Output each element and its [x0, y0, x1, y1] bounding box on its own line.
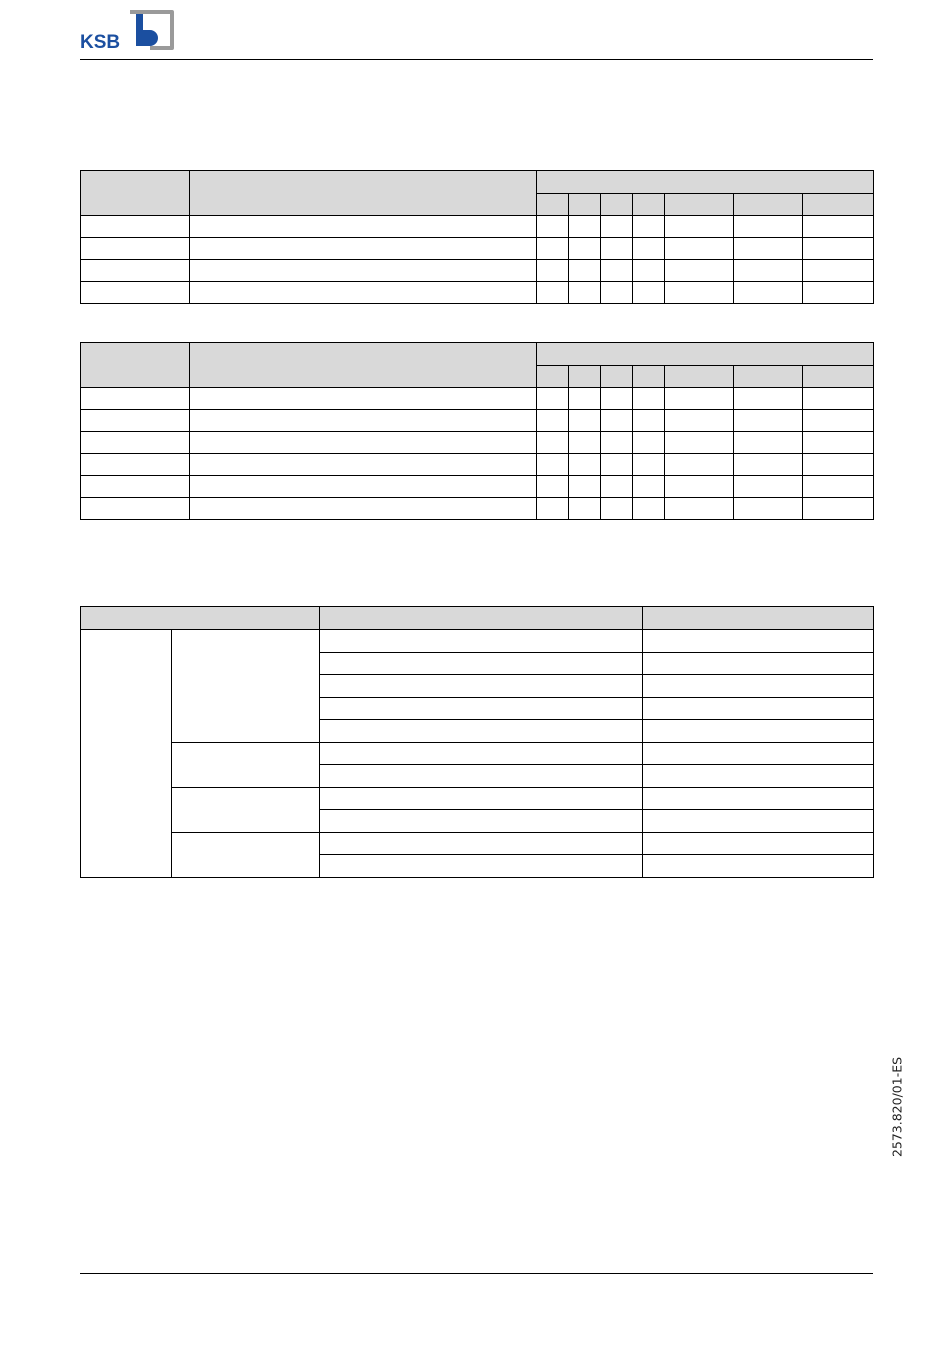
table-2-subheader	[569, 366, 601, 388]
table-row	[81, 630, 874, 653]
table-1-header-col-2	[190, 171, 537, 216]
table-2-subheader	[803, 366, 874, 388]
table-1-subheader	[665, 194, 734, 216]
table-3-group-cell	[172, 630, 320, 743]
table-3-header-col-3	[643, 607, 874, 630]
table-1-subheader	[633, 194, 665, 216]
table-2-subheader	[601, 366, 633, 388]
table-row	[81, 216, 874, 238]
ksb-b-logo-icon	[136, 14, 158, 46]
table-3-group-cell	[172, 787, 320, 832]
table-1-header-group	[537, 171, 874, 194]
document-number: 2573.820/01-ES	[889, 1056, 905, 1158]
table-2-subheader	[537, 366, 569, 388]
table-2-header-col-1	[81, 343, 190, 388]
table-3-group-cell	[172, 742, 320, 787]
table-3	[80, 606, 874, 878]
table-1-subheader	[803, 194, 874, 216]
table-1-subheader	[537, 194, 569, 216]
table-row	[81, 410, 874, 432]
table-row	[81, 388, 874, 410]
table-2	[80, 342, 874, 520]
table-2-subheader	[633, 366, 665, 388]
table-2-header-col-2	[190, 343, 537, 388]
table-row	[81, 498, 874, 520]
ksb-wordmark: KSB	[80, 32, 121, 52]
table-2-subheader	[734, 366, 803, 388]
ksb-logo	[80, 10, 175, 52]
table-2-subheader	[665, 366, 734, 388]
table-row	[81, 432, 874, 454]
table-row	[81, 454, 874, 476]
table-row	[81, 787, 874, 810]
table-row	[81, 238, 874, 260]
table-1-subheader	[569, 194, 601, 216]
table-row	[81, 260, 874, 282]
table-1-header-col-1	[81, 171, 190, 216]
table-1-subheader	[601, 194, 633, 216]
table-3-group-cell	[172, 832, 320, 877]
table-1	[80, 170, 874, 304]
table-row	[81, 476, 874, 498]
table-3-header-col-1	[81, 607, 320, 630]
table-3-outer-group-cell	[81, 630, 172, 878]
header-rule	[80, 59, 873, 60]
table-row	[81, 832, 874, 855]
table-1-subheader	[734, 194, 803, 216]
table-3-header-col-2	[320, 607, 643, 630]
footer-rule	[80, 1273, 873, 1274]
table-2-header-group	[537, 343, 874, 366]
table-row	[81, 282, 874, 304]
table-row	[81, 742, 874, 765]
